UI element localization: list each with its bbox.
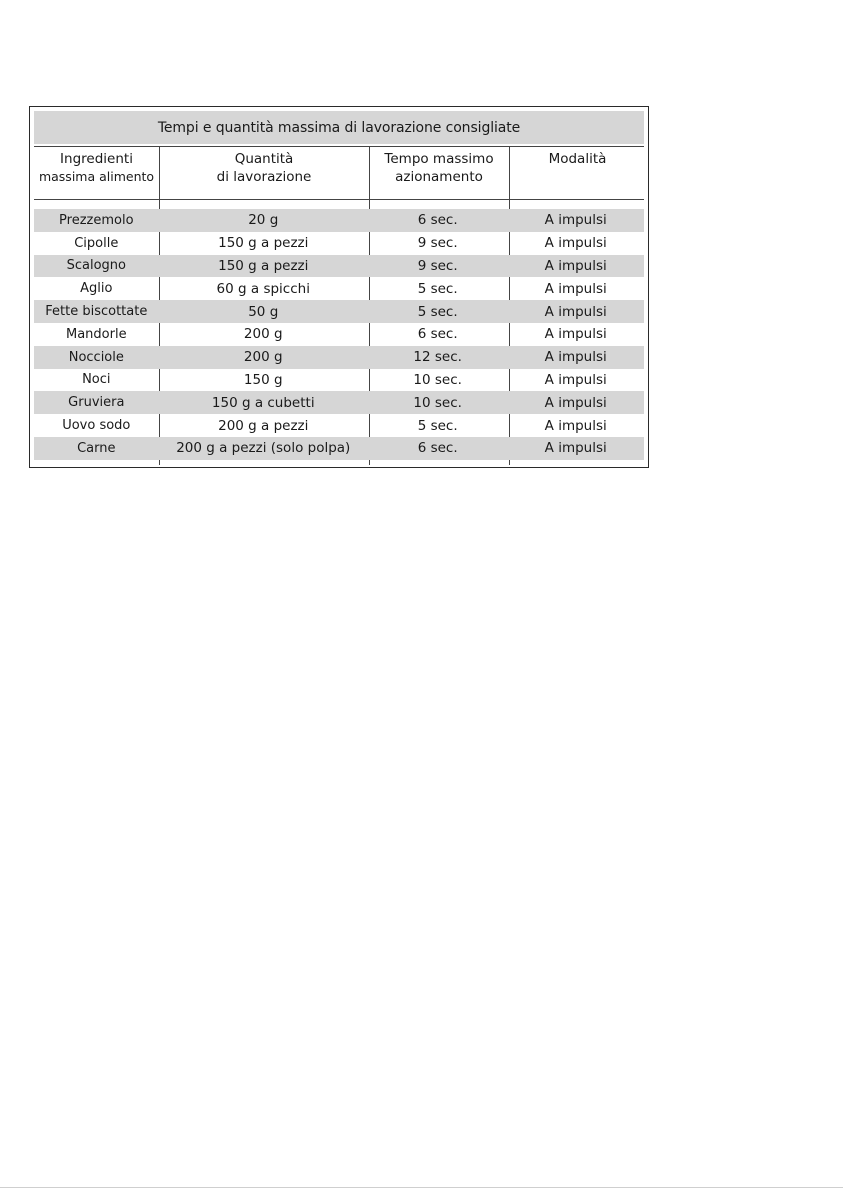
table-body (34, 209, 644, 460)
ingredient-cell: Nocciole (68, 349, 124, 365)
time-cell: 5 sec. (417, 303, 458, 320)
time-cell: 5 sec. (417, 417, 458, 434)
mode-cell: A impulsi (544, 326, 607, 343)
time-cell: 5 sec. (417, 280, 458, 297)
quantity-cell: 150 g a cubetti (211, 394, 315, 411)
header-quantity (159, 150, 369, 186)
header-quantity-line2: di lavorazione (216, 169, 312, 185)
quantity-cell: 200 g (243, 326, 283, 343)
ingredient-cell: Scalogno (66, 258, 126, 274)
table-row (34, 414, 644, 437)
mode-cell: A impulsi (544, 212, 607, 229)
table-row (34, 346, 644, 369)
header-mode (509, 150, 646, 168)
time-cell: 12 sec. (413, 349, 462, 366)
quantity-cell: 150 g a pezzi (218, 257, 309, 274)
header-ingredients (34, 150, 159, 186)
header-mode-line1: Modalità (548, 151, 607, 167)
table-row (34, 255, 644, 278)
quantity-cell: 200 g a pezzi (218, 417, 309, 434)
quantity-cell: 200 g (243, 349, 283, 366)
quantity-cell: 200 g a pezzi (solo polpa) (176, 440, 351, 457)
time-cell: 6 sec. (417, 440, 458, 457)
mode-cell: A impulsi (544, 303, 607, 320)
table-row (34, 277, 644, 300)
ingredient-cell: Mandorle (66, 326, 127, 342)
header-max-time (369, 150, 509, 186)
table-row (34, 323, 644, 346)
recommended-times-table (29, 106, 649, 468)
table-title: Tempi e quantità massima di lavorazione consigliate (34, 111, 644, 144)
mode-cell: A impulsi (544, 371, 607, 388)
ingredient-cell: Gruviera (68, 395, 125, 411)
mode-cell: A impulsi (544, 349, 607, 366)
table-row (34, 391, 644, 414)
mode-cell: A impulsi (544, 280, 607, 297)
header-max-time-line2: azionamento (395, 169, 483, 185)
ingredient-cell: Cipolle (74, 235, 119, 251)
page-bottom-edge (0, 1187, 843, 1188)
ingredient-cell: Prezzemolo (59, 212, 134, 228)
table-row (34, 300, 644, 323)
time-cell: 6 sec. (417, 212, 458, 229)
header-max-time-line1: Tempo massimo (384, 151, 494, 167)
time-cell: 10 sec. (413, 371, 462, 388)
quantity-cell: 150 g (243, 371, 283, 388)
time-cell: 10 sec. (413, 394, 462, 411)
mode-cell: A impulsi (544, 257, 607, 274)
ingredient-cell: Carne (77, 440, 116, 456)
time-cell: 6 sec. (417, 326, 458, 343)
ingredient-cell: Aglio (80, 281, 113, 297)
table-row (34, 209, 644, 232)
quantity-cell: 20 g (248, 212, 279, 229)
table-row (34, 369, 644, 392)
mode-cell: A impulsi (544, 440, 607, 457)
header-divider (34, 199, 644, 200)
ingredient-cell: Fette biscottate (45, 304, 148, 320)
quantity-cell: 150 g a pezzi (218, 235, 309, 252)
ingredient-cell: Uovo sodo (62, 418, 131, 434)
header-ingredients-line2: massima alimento (38, 169, 155, 184)
ingredient-cell: Noci (82, 372, 111, 388)
header-quantity-line1: Quantità (234, 151, 294, 167)
header-ingredients-line1: Ingredienti (60, 151, 133, 167)
table-row (34, 232, 644, 255)
quantity-cell: 50 g (248, 303, 279, 320)
mode-cell: A impulsi (544, 394, 607, 411)
title-divider (34, 146, 644, 147)
quantity-cell: 60 g a spicchi (216, 280, 310, 297)
time-cell: 9 sec. (417, 235, 458, 252)
table-row (34, 437, 644, 460)
mode-cell: A impulsi (544, 417, 607, 434)
mode-cell: A impulsi (544, 235, 607, 252)
time-cell: 9 sec. (417, 257, 458, 274)
